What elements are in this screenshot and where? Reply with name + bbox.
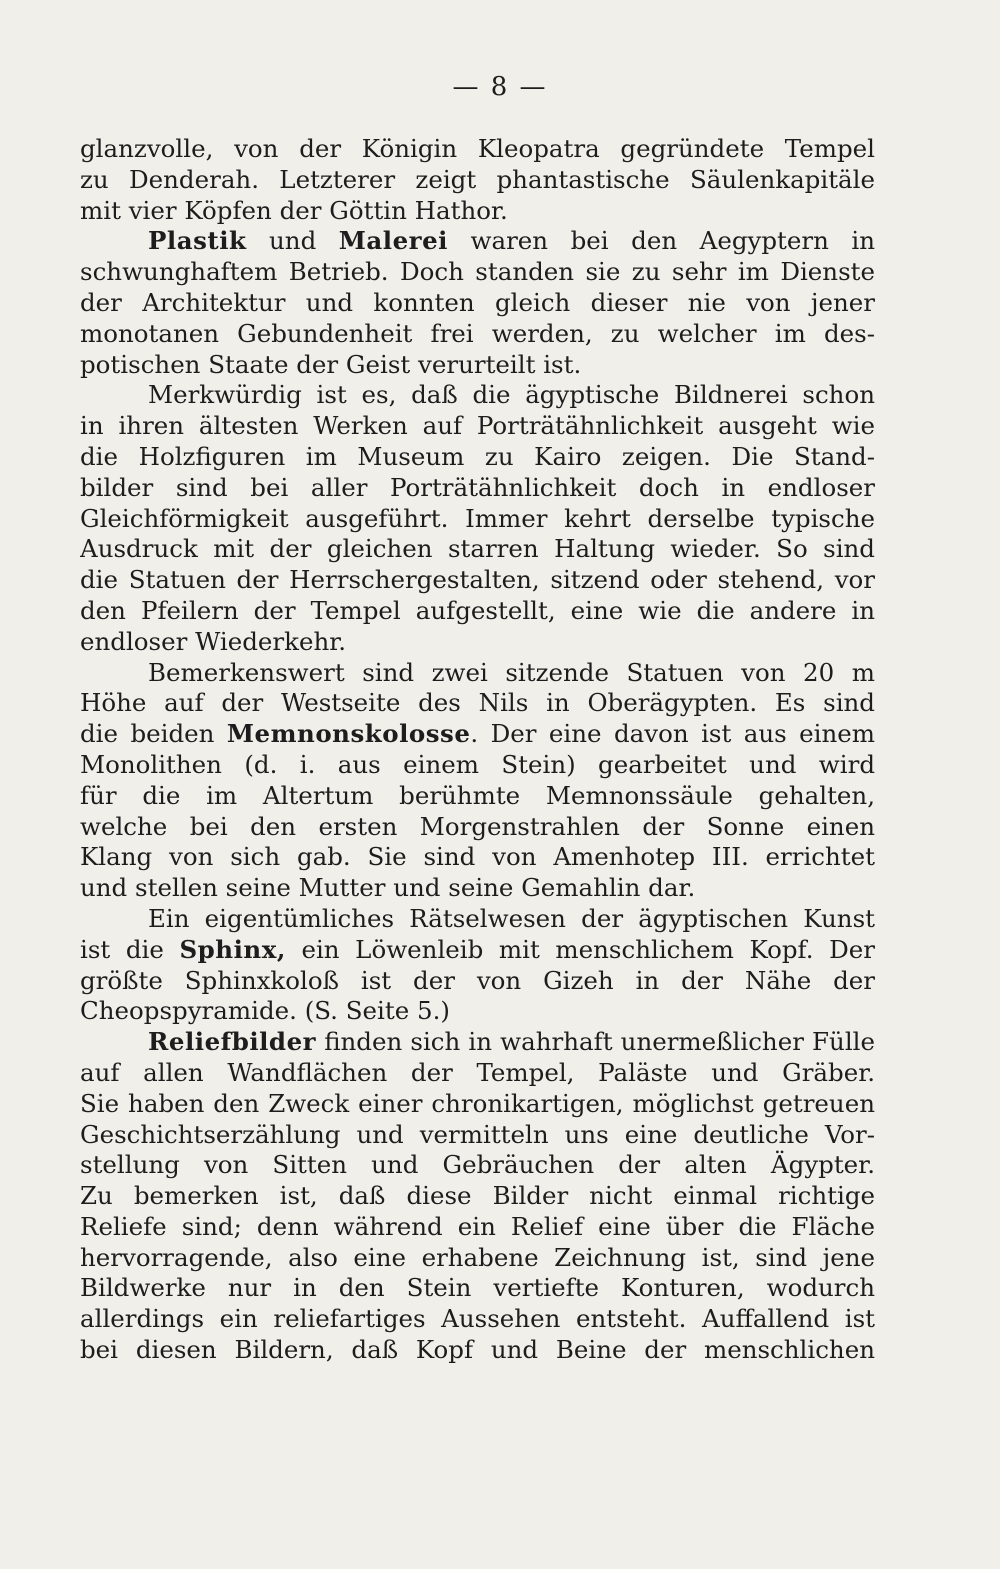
text-run: potischen Staate der Geist verurteilt ist. (80, 349, 582, 379)
text-run: ist die (80, 934, 180, 964)
bold-term: Sphinx, (179, 934, 286, 964)
text-run: Höhe auf der Westseite des Nils in Oberägypten. Es sind (80, 688, 875, 718)
text-run: die Statuen der Herrschergestalten, sitzend oder stehend, vor (80, 565, 875, 595)
text-run: . Der eine davon ist aus einem (470, 719, 875, 749)
text-run: welche bei den ersten Morgenstrahlen der Sonne einen (80, 811, 875, 841)
text-line (80, 380, 875, 411)
text-line (80, 873, 875, 904)
text-run: ein Löwenleib mit menschlichem Kopf. Der (285, 934, 875, 964)
text-line (80, 411, 875, 442)
text-run: Gleichförmigkeit ausgeführt. Immer kehrt derselbe typische (80, 503, 875, 533)
text-run: Merkwürdig ist es, daß die ägyptische Bildnerei schon (148, 380, 875, 410)
text-run: endloser Wiederkehr. (80, 626, 347, 656)
text-line (80, 719, 875, 750)
text-run: bilder sind bei aller Porträtähnlichkeit doch in endloser (80, 472, 875, 502)
text-run: allerdings ein reliefartiges Aussehen entsteht. Auffallend ist (80, 1304, 875, 1334)
text-run: Bildwerke nur in den Stein vertiefte Konturen, wodurch (80, 1273, 875, 1303)
text-run: hervorragende, also eine erhabene Zeichnung ist, sind jene (80, 1242, 875, 1272)
text-line (80, 996, 875, 1027)
body-text (80, 134, 875, 1366)
text-line (80, 812, 875, 843)
text-line (80, 319, 875, 350)
text-run: Reliefe sind; denn während ein Relief eine über die Fläche (80, 1211, 875, 1241)
text-line (80, 1181, 875, 1212)
text-line (80, 165, 875, 196)
text-line (80, 1335, 875, 1366)
text-line (80, 1027, 875, 1058)
text-line (80, 1273, 875, 1304)
text-line (80, 226, 875, 257)
text-line (80, 1089, 875, 1120)
text-line (80, 442, 875, 473)
text-run: in ihren ältesten Werken auf Porträtähnlichkeit ausgeht wie (80, 411, 875, 441)
text-line (80, 473, 875, 504)
text-run: und (246, 226, 339, 256)
text-run: glanzvolle, von der Königin Kleopatra gegründete Tempel (80, 134, 875, 163)
text-run: Sie haben den Zweck einer chronikartigen, möglichst getreuen (80, 1088, 875, 1118)
text-run: auf allen Wandflächen der Tempel, Paläste und Gräber. (80, 1057, 875, 1087)
text-run: den Pfeilern der Tempel aufgestellt, eine wie die andere in (80, 595, 875, 625)
text-line (80, 350, 875, 381)
text-run: für die im Altertum berühmte Memnonssäule gehalten, (80, 780, 875, 810)
text-run: Klang von sich gab. Sie sind von Amenhotep III. errichtet (80, 842, 875, 872)
bold-term: Memnonskolosse (226, 719, 471, 749)
text-run: Ein eigentümliches Rätselwesen der ägyptischen Kunst (148, 903, 875, 933)
text-line (80, 627, 875, 658)
text-run: monotanen Gebundenheit frei werden, zu welcher im des- (80, 318, 875, 348)
text-run: die Holzfiguren im Museum zu Kairo zeigen. Die Stand- (80, 441, 875, 471)
text-line (80, 781, 875, 812)
text-line (80, 658, 875, 689)
bold-term: Plastik (148, 226, 247, 256)
text-run: finden sich in wahrhaft unermeßlicher Fülle (316, 1027, 875, 1057)
text-line (80, 534, 875, 565)
text-line (80, 196, 875, 227)
text-run: Ausdruck mit der gleichen starren Haltung wieder. So sind (80, 534, 875, 564)
text-run: bei diesen Bildern, daß Kopf und Beine der menschlichen (80, 1335, 875, 1365)
text-run: und stellen seine Mutter und seine Gemahlin dar. (80, 873, 696, 903)
text-line (80, 1304, 875, 1335)
text-line (80, 504, 875, 535)
bold-term: Reliefbilder (148, 1027, 317, 1057)
text-line (80, 596, 875, 627)
text-line (80, 688, 875, 719)
text-run: die beiden (80, 719, 227, 749)
text-line (80, 565, 875, 596)
text-run: zu Denderah. Letzterer zeigt phantastische Säulenkapitäle (80, 164, 875, 194)
text-run: Cheopspyramide. (S. Seite 5.) (80, 996, 450, 1026)
text-run: waren bei den Aegyptern in (448, 226, 875, 256)
text-line (80, 842, 875, 873)
text-run: Geschichtserzählung und vermitteln uns eine deutliche Vor- (80, 1119, 875, 1149)
text-line (80, 904, 875, 935)
text-line (80, 1120, 875, 1151)
text-line (80, 134, 875, 165)
text-run: größte Sphinxkoloß ist der von Gizeh in der Nähe der (80, 965, 875, 995)
text-line (80, 1243, 875, 1274)
text-line (80, 1212, 875, 1243)
text-run: der Architektur und konnten gleich dieser nie von jener (80, 287, 875, 317)
text-run: schwunghaftem Betrieb. Doch standen sie zu sehr im Dienste (80, 257, 875, 287)
text-run: mit vier Köpfen der Göttin Hathor. (80, 195, 508, 225)
text-run: Monolithen (d. i. aus einem Stein) gearbeitet und wird (80, 749, 875, 779)
text-line (80, 1058, 875, 1089)
text-line (80, 935, 875, 966)
text-line (80, 257, 875, 288)
text-line (80, 750, 875, 781)
text-line (80, 1150, 875, 1181)
page-number: — 8 — (452, 72, 548, 102)
text-run: Zu bemerken ist, daß diese Bilder nicht einmal richtige (80, 1181, 875, 1211)
text-run: stellung von Sitten und Gebräuchen der alten Ägypter. (80, 1150, 875, 1180)
text-run: Bemerkenswert sind zwei sitzende Statuen von 20 m (148, 657, 875, 687)
text-line (80, 966, 875, 997)
bold-term: Malerei (338, 226, 448, 256)
text-line (80, 288, 875, 319)
